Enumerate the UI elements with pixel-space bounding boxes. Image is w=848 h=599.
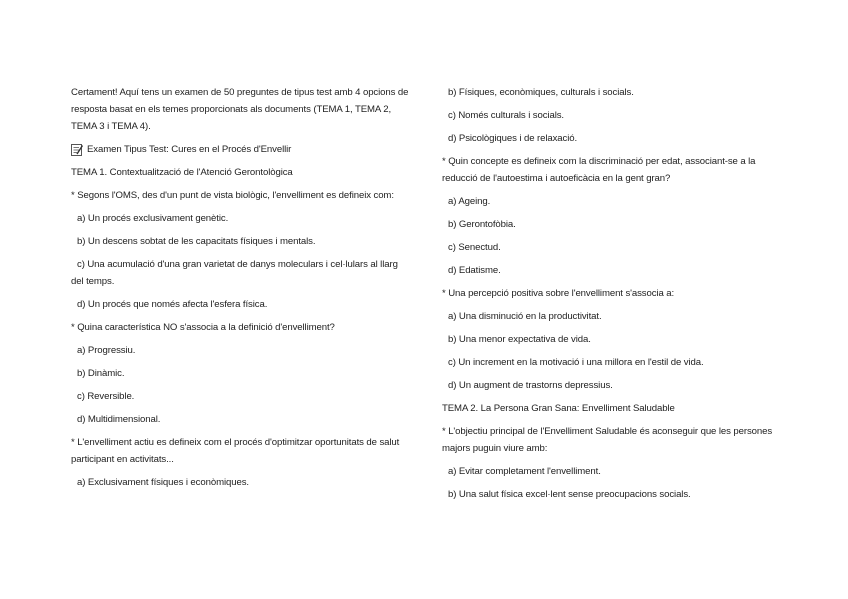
option-5a: a) Una disminució en la productivitat. bbox=[448, 311, 602, 322]
option-1a: a) Un procés exclusivament genètic. bbox=[77, 213, 229, 224]
question-4: * Quin concepte es defineix com la discriminació per edat, associant-se a la reducció de l'autoestima i autoeficàcia en la gent gran? bbox=[442, 156, 756, 184]
option-3b: b) Físiques, econòmiques, culturals i socials. bbox=[448, 87, 634, 98]
option-5c: c) Un increment en la motivació i una millora en l'estil de vida. bbox=[448, 357, 704, 368]
option-6b: b) Una salut física excel·lent sense preocupacions socials. bbox=[448, 489, 691, 500]
question-2: * Quina característica NO s'associa a la definició d'envelliment? bbox=[71, 322, 335, 333]
option-2a: a) Progressiu. bbox=[77, 345, 136, 356]
memo-icon bbox=[71, 144, 83, 156]
option-3c: c) Només culturals i socials. bbox=[448, 110, 564, 121]
intro-text: Certament! Aquí tens un examen de 50 preguntes de tipus test amb 4 opcions de resposta basat en els temes proporcionats als documents (TEMA 1, TEMA 2, TEMA 3 i TEMA 4). bbox=[71, 87, 409, 132]
exam-title bbox=[71, 141, 411, 158]
right-column bbox=[442, 84, 787, 509]
question-3: * L'envelliment actiu es defineix com el procés d'optimitzar oportunitats de salut participant en activitats... bbox=[71, 437, 400, 465]
option-1c: c) Una acumulació d'una gran varietat de danys moleculars i cel·lulars al llarg del temps. bbox=[71, 259, 398, 287]
option-5b: b) Una menor expectativa de vida. bbox=[448, 334, 591, 345]
option-2b: b) Dinàmic. bbox=[77, 368, 125, 379]
option-2d: d) Multidimensional. bbox=[77, 414, 161, 425]
question-6: * L'objectiu principal de l'Envelliment Saludable és aconseguir que les persones majors puguin viure amb: bbox=[442, 426, 773, 454]
option-3a: a) Exclusivament físiques i econòmiques. bbox=[77, 477, 249, 488]
option-4d: d) Edatisme. bbox=[448, 265, 501, 276]
question-5: * Una percepció positiva sobre l'envelliment s'associa a: bbox=[442, 288, 675, 299]
section-heading-tema2: TEMA 2. La Persona Gran Sana: Envelliment Saludable bbox=[442, 403, 675, 414]
option-1d: d) Un procés que només afecta l'esfera física. bbox=[77, 299, 268, 310]
option-5d: d) Un augment de trastorns depressius. bbox=[448, 380, 613, 391]
left-column bbox=[71, 84, 411, 497]
exam-title-text: Examen Tipus Test: Cures en el Procés d'Envellir bbox=[87, 144, 292, 155]
option-6a: a) Evitar completament l'envelliment. bbox=[448, 466, 601, 477]
option-1b: b) Un descens sobtat de les capacitats físiques i mentals. bbox=[77, 236, 316, 247]
option-4c: c) Senectud. bbox=[448, 242, 501, 253]
section-heading-tema1: TEMA 1. Contextualització de l'Atenció Gerontològica bbox=[71, 167, 293, 178]
option-4a: a) Ageing. bbox=[448, 196, 491, 207]
option-4b: b) Gerontofòbia. bbox=[448, 219, 516, 230]
option-2c: c) Reversible. bbox=[77, 391, 135, 402]
question-1: * Segons l'OMS, des d'un punt de vista biològic, l'envelliment es defineix com: bbox=[71, 190, 394, 201]
option-3d: d) Psicològiques i de relaxació. bbox=[448, 133, 578, 144]
